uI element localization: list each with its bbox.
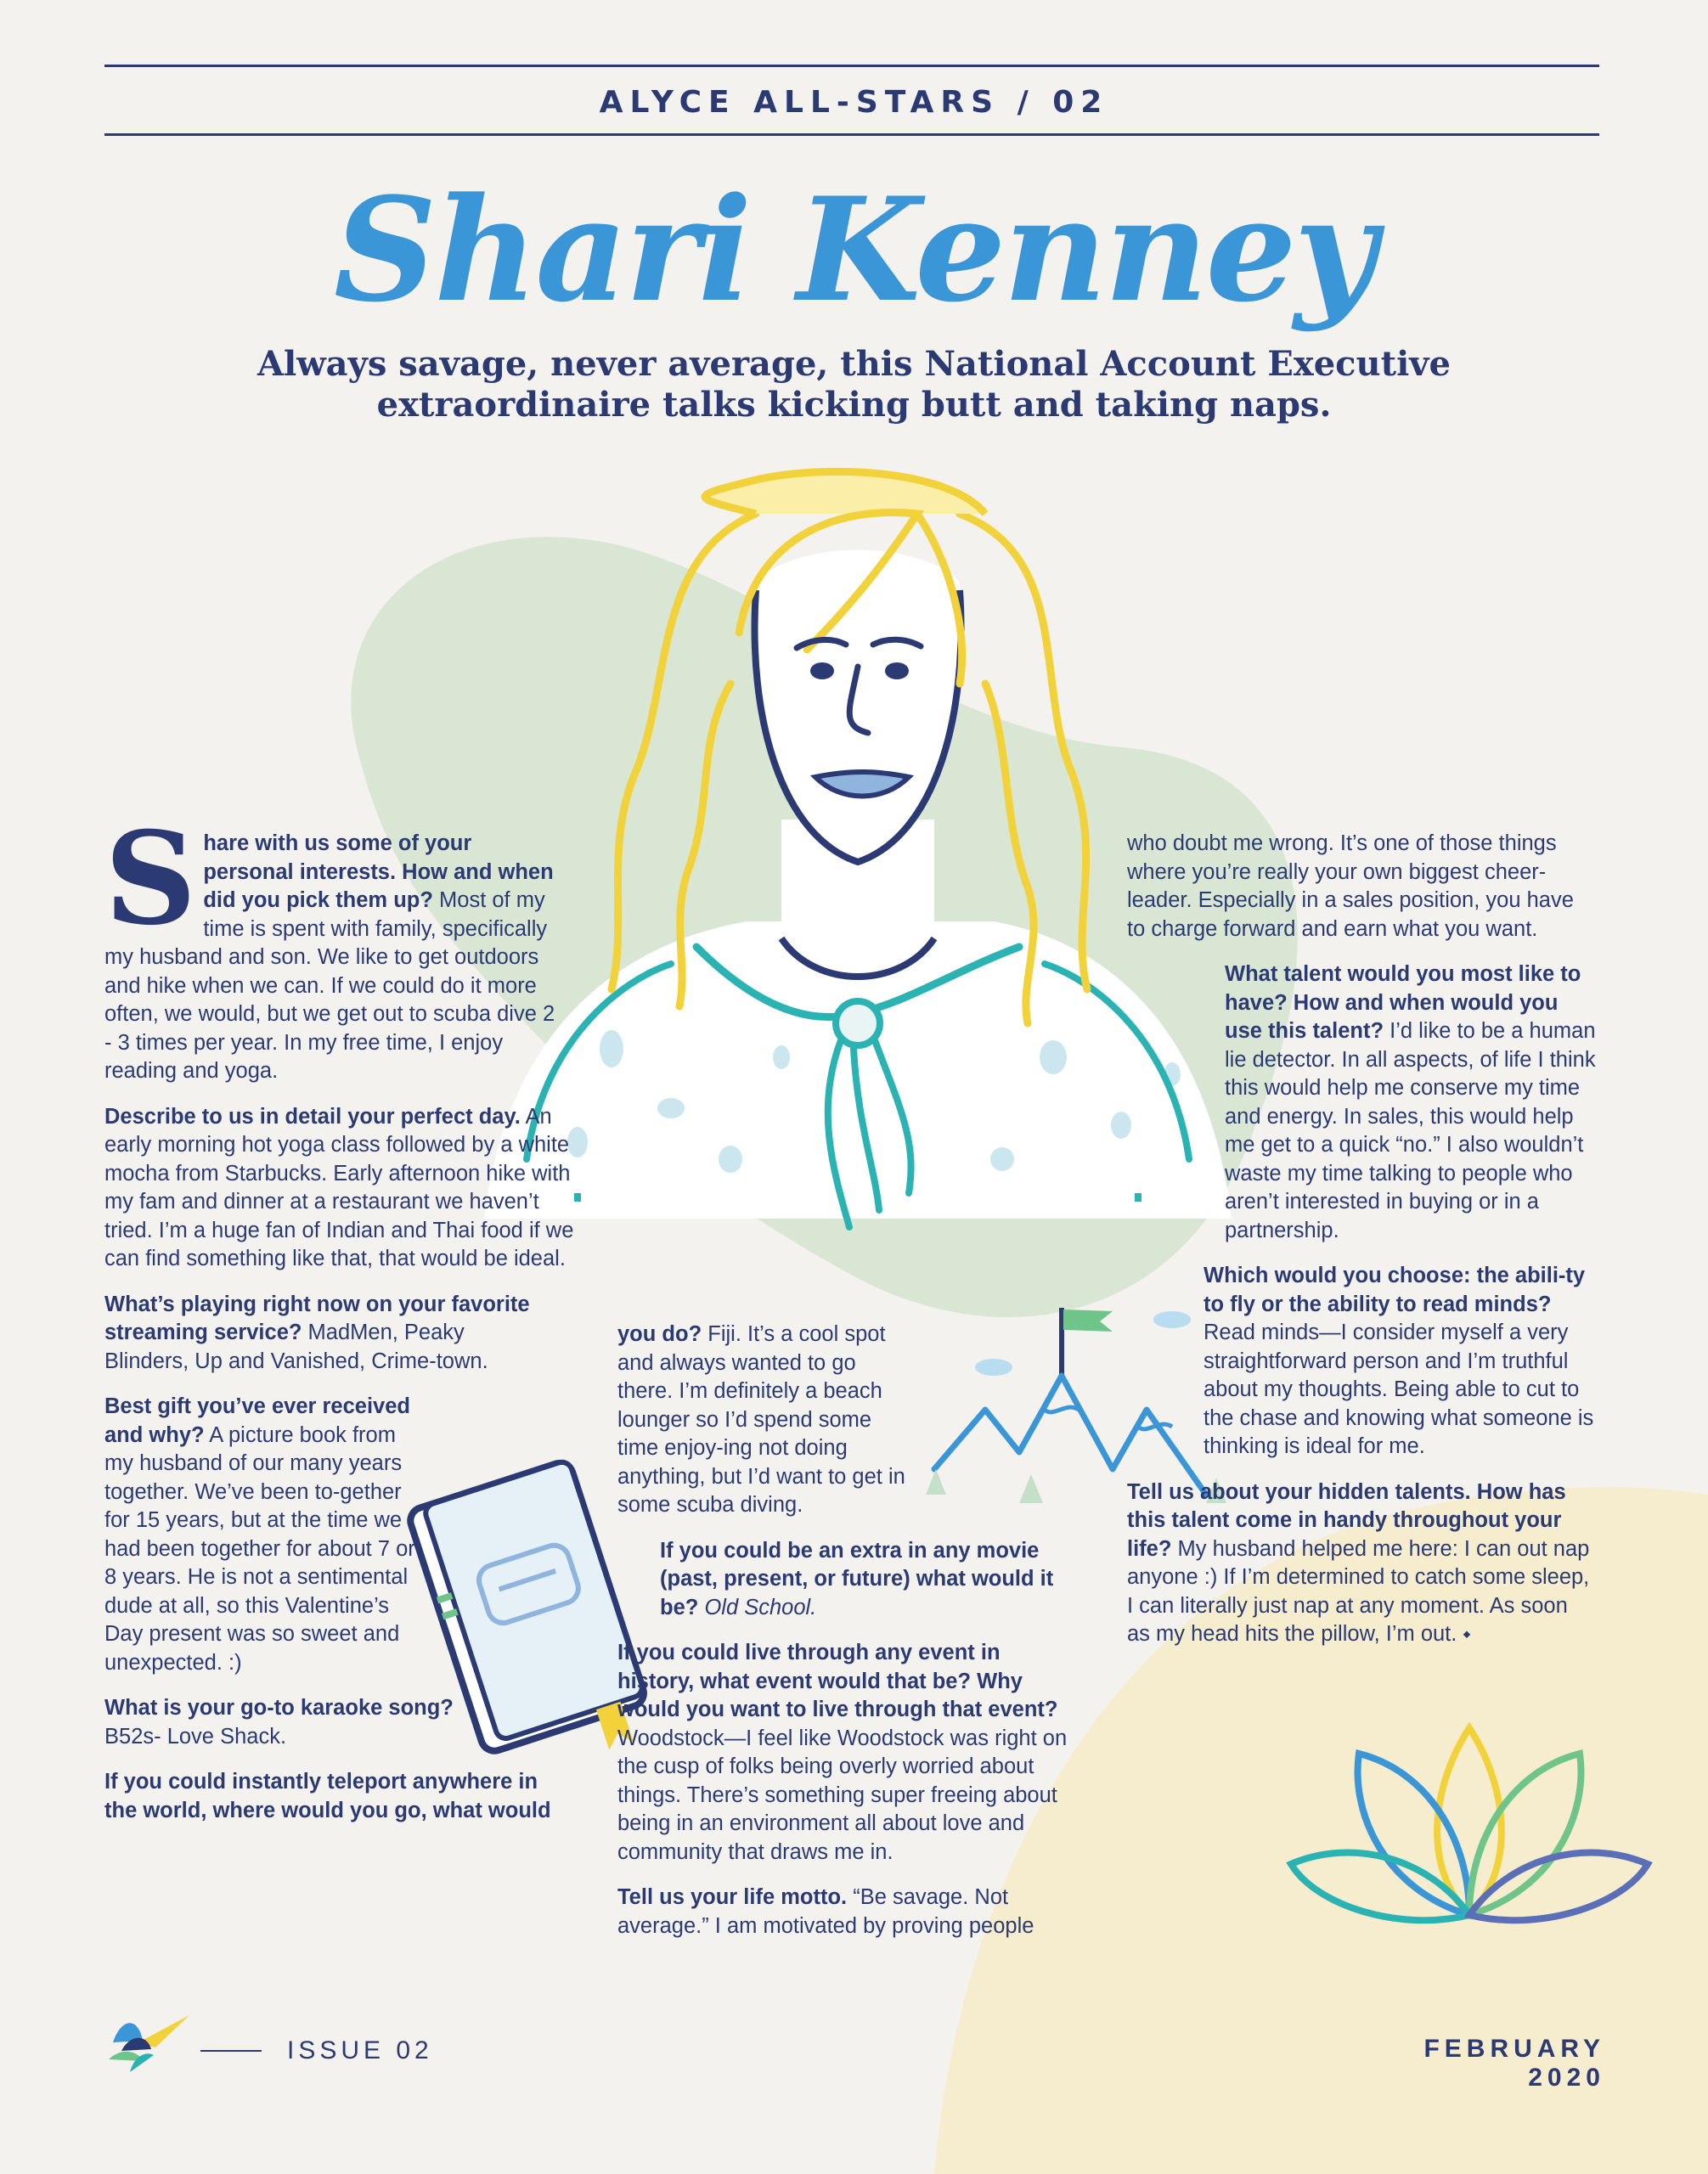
qa-streaming [104,1291,538,1377]
answer: Old School. [704,1595,817,1619]
qa-karaoke [104,1694,487,1751]
issue-number: ISSUE 02 [287,2036,433,2064]
issue-date: FEBRUARY 2020 [1423,2035,1605,2092]
drop-cap: S [104,804,197,954]
question: you do? [617,1322,702,1346]
middle-column [617,1321,1080,1957]
header-bottom-rule [104,133,1599,136]
lotus-icon [1282,1720,1656,1940]
qa-life-motto [617,1884,1068,1940]
answer: Most of my time is spent with family, specifically my husband and son. We like to get outdoors and hike when we can. If we could do it more often, we would, but we get out to scuba dive 2 - 3 times per year. In my free time, I enjoy reading and yoga. [104,888,555,1083]
answer: I’d like to be a human lie detector. In all aspects, of life I think this would help me conserve my time and energy. In sales, this would help me get to a quick “no.” I also wouldn’t waste my time talking to people who aren’t interested in buying or in a partnership. [1225,1019,1596,1242]
subtitle [255,344,1453,425]
qa-hidden-talents [1127,1478,1590,1649]
question: Describe to us in detail your perfect day. [104,1104,521,1129]
subtitle-line-1: Always savage, never average, this National Account Executive [257,344,1451,384]
hummingbird-logo-icon [104,2008,194,2076]
qa-teleport [104,1768,567,1825]
question: Best gift you’ve ever received and why? [104,1394,411,1447]
question: What is your go-to karaoke song? [104,1696,454,1720]
answer: A picture book from my husband of our many years together. We’ve been to-gether for 15 years, but at the time we had been together for about 7 or 8 years. He is not a sentimental dude at all, so this Valentine’s Day present was so sweet and unexpected. :) [104,1422,415,1675]
answer: Woodstock—I feel like Woodstock was right on the cusp of folks being overly worried about things. There’s something super freeing about being in an environment all about love and community that draws me in. [617,1726,1068,1864]
qa-fly-or-minds [1203,1262,1603,1462]
qa-teleport-answer [617,1321,915,1520]
question: What talent would you most like to have? How and when would you use this talent? [1225,962,1581,1043]
section-header: ALYCE ALL-STARS / 02 [599,85,1109,120]
qa-history-event [617,1639,1080,1867]
qa-talent [1225,960,1598,1245]
qa-best-gift [104,1393,427,1677]
question: If you could instantly teleport anywhere in the world, where would you go, what would [104,1770,551,1822]
right-column [1127,830,1603,1666]
qa-movie-extra [660,1537,1076,1623]
question: hare with us some of your personal interests. How and when did you pick them up? [203,831,554,912]
answer: Fiji. It’s a cool spot and always wanted to go there. I’m definitely a beach lounger so I’d spend some time enjoy-ing not doing anything, but I’d want to get in some scuba diving. [617,1322,905,1517]
answer: who doubt me wrong. It’s one of those things where you’re really your own biggest cheer-leader. Especially in a sales position, you have to charge forward and earn what you want. [1127,831,1574,941]
qa-interests [104,804,567,1086]
motto-continued [1127,830,1590,943]
question: If you could be an extra in any movie (past, present, or future) what would it be? [660,1538,1054,1619]
header-top-rule [104,65,1599,67]
question: Tell us about your hidden talents. How has this talent come in handy throughout your life? [1127,1479,1566,1561]
footer-divider [200,2050,262,2052]
page-title: Shari Kenney [333,166,1375,334]
question: Which would you choose: the abili-ty to fly or the ability to read minds? [1203,1264,1586,1316]
left-column [104,804,574,1842]
answer: B52s- Love Shack. [104,1724,287,1749]
question: Tell us your life motto. [617,1885,848,1909]
qa-perfect-day [104,1103,580,1274]
answer: My husband helped me here: I can out nap anyone :) If I’m determined to catch some sleep, I can literally just nap at any moment. As soon as my head hits the pillow, I’m out. ⬩ [1127,1536,1590,1646]
answer: An early morning hot yoga class followed by a white mocha from Starbucks. Early afternoon hike with my fam and dinner at a restaurant we haven’t tried. I’m a huge fan of Indian and Thai food if we can find something like that, that would be ideal. [104,1104,574,1270]
portrait-illustration [476,463,1240,1278]
question: If you could live through any event in history, what event would that be? Why would you want to live through that event? [617,1641,1058,1721]
answer: Read minds—I consider myself a very straightforward person and I’m truthful about my thoughts. Being able to cut to the chase and knowing what someone is thinking is ideal for me. [1203,1321,1594,1458]
question: What’s playing right now on your favorite streaming service? [104,1292,530,1344]
answer: “Be savage. Not average.” I am motivated by proving people [617,1885,1034,1938]
subtitle-line-2: extraordinaire talks kicking butt and taking naps. [376,385,1332,425]
answer: MadMen, Peaky Blinders, Up and Vanished, Crime-town. [104,1321,488,1373]
